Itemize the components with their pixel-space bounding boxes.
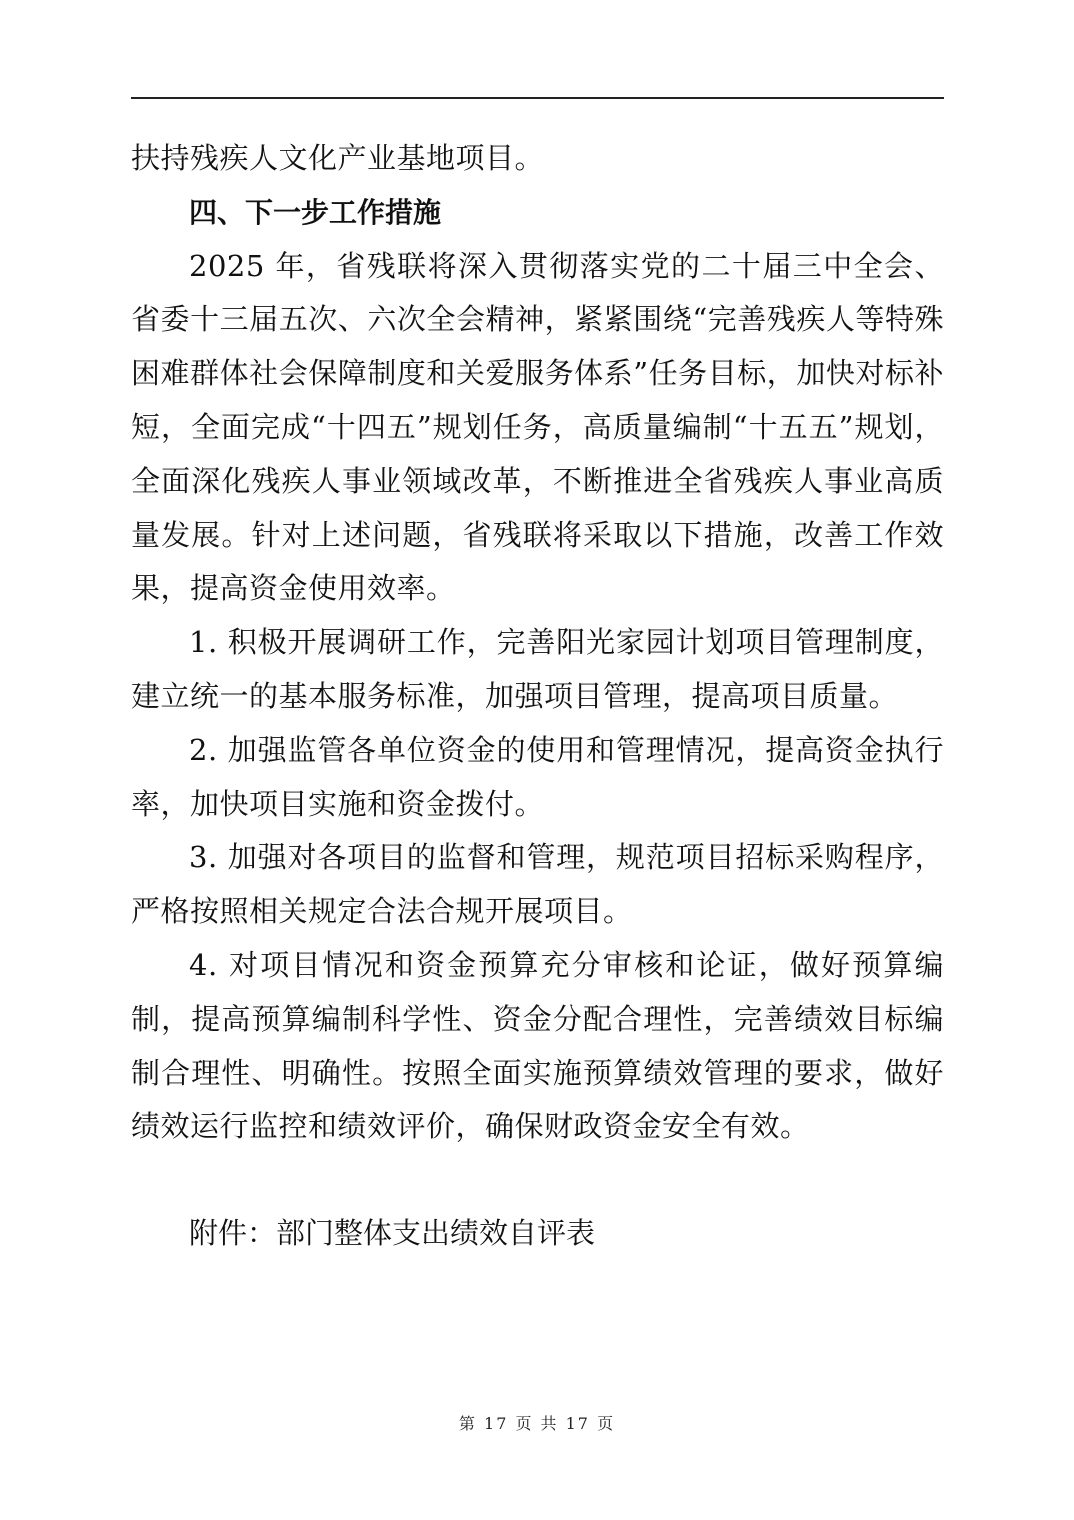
measure-item-2: 2. 加强监管各单位资金的使用和管理情况，提高资金执行率，加快项目实施和资金拨付。 (131, 732, 944, 821)
header-rule (131, 97, 944, 99)
paragraph-intro: 2025 年，省残联将深入贯彻落实党的二十届三中全会、省委十三届五次、六次全会精神，紧紧围绕“完善残疾人等特殊困难群体社会保障制度和关爱服务体系”任务目标，加快对标补短，全面完成“十四五”规划任务，高质量编制“十五五”规划，全面深化残疾人事业领域改革，不断推进全省残疾人事业高质量发展。针对上述问题，省残联将采取以下措施，改善工作效果，提高资金使用效率。 (131, 248, 944, 606)
page-number: 第 17 页 共 17 页 (458, 1414, 616, 1433)
document-body (131, 132, 944, 1261)
paragraph-continuation: 扶持残疾人文化产业基地项目。 (131, 141, 545, 175)
section-heading: 四、下一步工作措施 (189, 195, 442, 229)
measure-item-1: 1. 积极开展调研工作，完善阳光家园计划项目管理制度，建立统一的基本服务标准，加强项目管理，提高项目质量。 (131, 625, 944, 713)
measure-item-3: 3. 加强对各项目的监督和管理，规范项目招标采购程序，严格按照相关规定合法合规开展项目。 (131, 840, 944, 929)
measure-item-4: 4. 对项目情况和资金预算充分审核和论证，做好预算编制，提高预算编制科学性、资金分配合理性，完善绩效目标编制合理性、明确性。按照全面实施预算绩效管理的要求，做好绩效运行监控和绩效评价，确保财政资金安全有效。 (131, 947, 944, 1144)
attachment-note: 附件：部门整体支出绩效自评表 (189, 1216, 596, 1251)
